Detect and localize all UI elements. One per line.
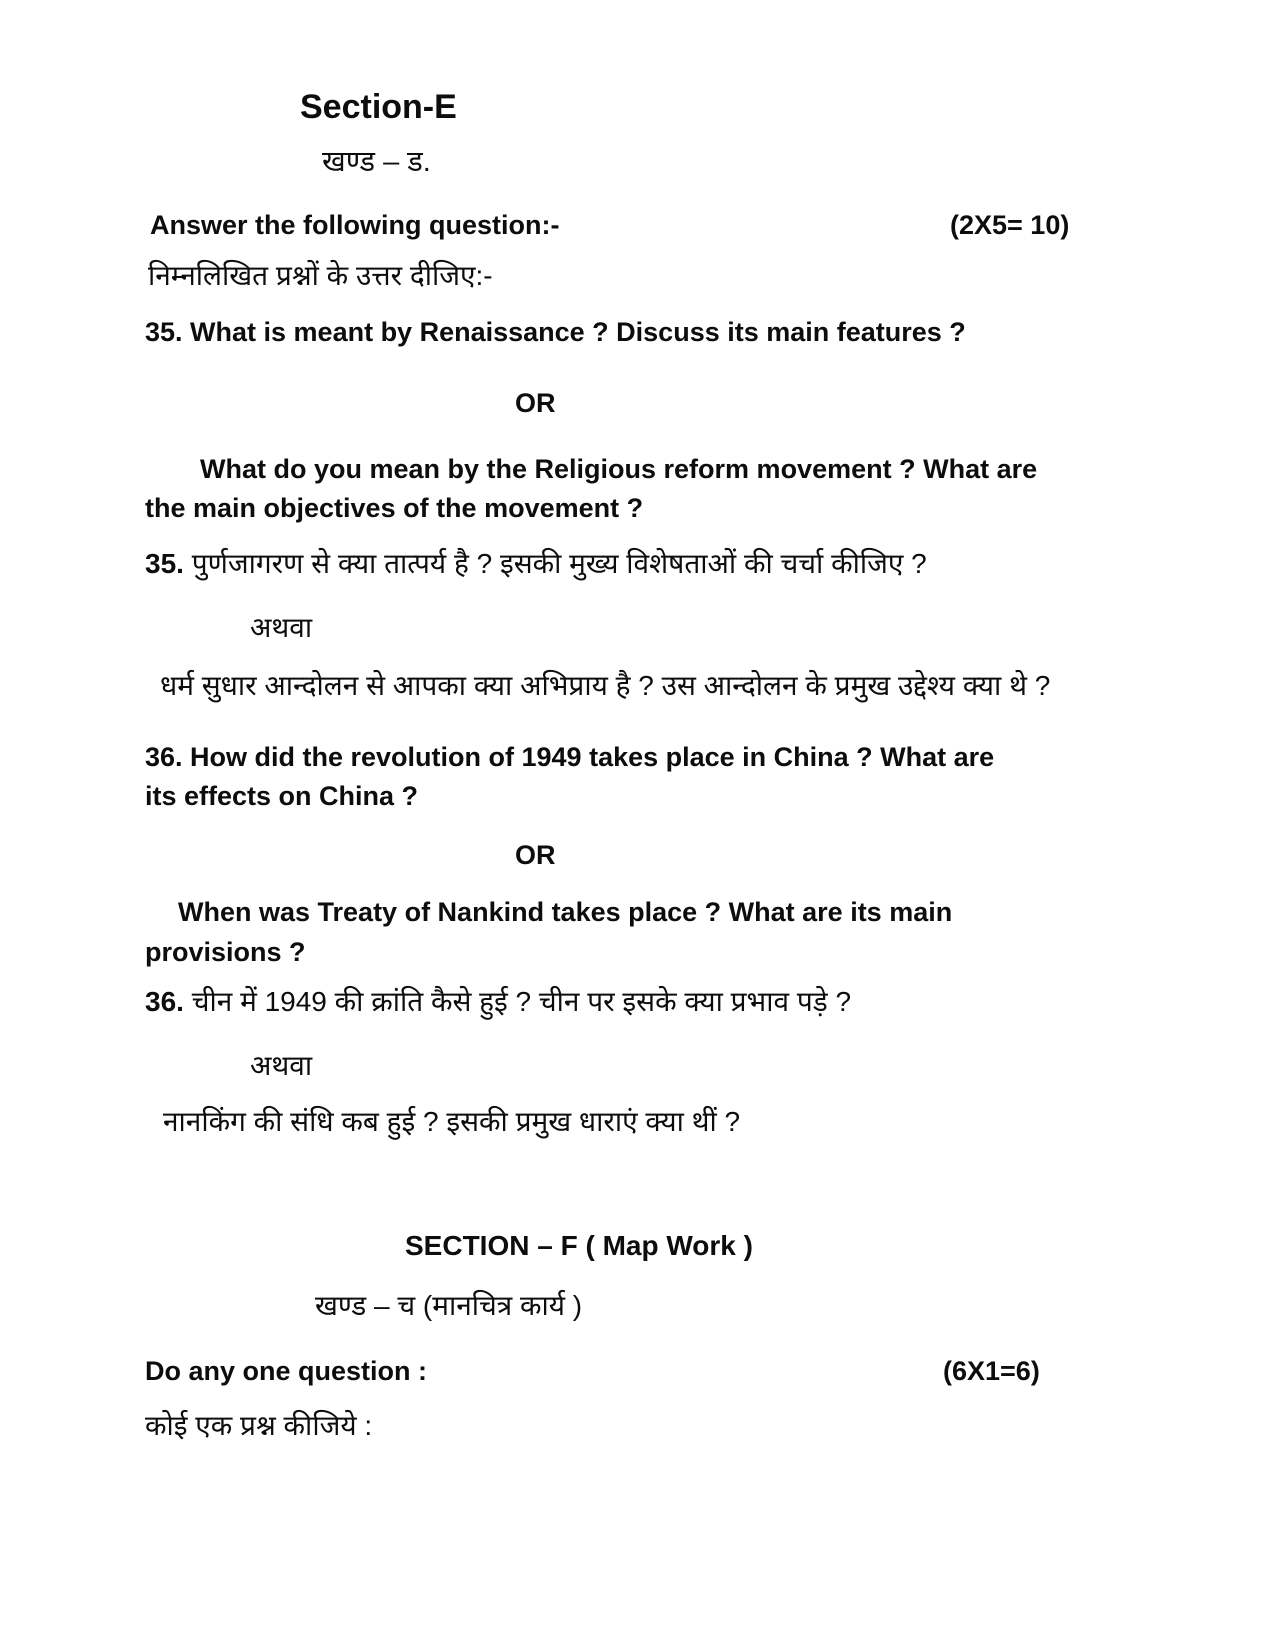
athva-separator-1: अथवा xyxy=(250,612,313,643)
section-e-marks: (2X5= 10) xyxy=(950,210,1070,240)
section-e-instruction: Answer the following question:- xyxy=(150,210,560,240)
or-separator-2: OR xyxy=(515,840,556,870)
question-35-hindi-text: पुर्णजागरण से क्या तात्पर्य है ? इसकी मुख्य विशेषताओं की चर्चा कीजिए ? xyxy=(191,548,927,579)
section-f-title: SECTION – F ( Map Work ) xyxy=(405,1230,753,1261)
section-e-title: Section-E xyxy=(300,88,457,126)
section-f-title-hindi: खण्ड – च (मानचित्र कार्य ) xyxy=(315,1290,583,1321)
question-36-english: 36. How did the revolution of 1949 takes place in China ? What are its effects on China ? xyxy=(145,742,995,811)
question-35-english: 35. What is meant by Renaissance ? Discuss its main features ? xyxy=(145,317,966,347)
question-35-hindi xyxy=(145,548,927,580)
section-f-instruction-hindi: कोई एक प्रश्न कीजिये : xyxy=(145,1410,373,1441)
section-e-instruction-hindi: निम्नलिखित प्रश्नों के उत्तर दीजिए:- xyxy=(148,260,493,291)
athva-separator-2: अथवा xyxy=(250,1050,313,1081)
or-separator-1: OR xyxy=(515,388,556,418)
section-f-instruction: Do any one question : xyxy=(145,1356,428,1386)
question-35-or-english: What do you mean by the Religious reform movement ? What are the main objectives of the movement ? xyxy=(145,454,1038,523)
question-36-hindi xyxy=(145,986,851,1018)
question-35-or-hindi: धर्म सुधार आन्दोलन से आपका क्या अभिप्राय है ? उस आन्दोलन के प्रमुख उद्देश्य क्या थे ? xyxy=(160,670,1051,701)
question-36-or-english: When was Treaty of Nankind takes place ? What are its main provisions ? xyxy=(145,897,953,967)
question-35-hindi-number: 35. xyxy=(145,548,184,579)
section-e-title-hindi: खण्ड – ड. xyxy=(322,146,431,178)
section-f-marks: (6X1=6) xyxy=(943,1356,1040,1386)
question-36-hindi-number: 36. xyxy=(145,986,184,1017)
question-36-or-hindi: नानकिंग की संधि कब हुई ? इसकी प्रमुख धाराएं क्या थीं ? xyxy=(163,1106,741,1137)
question-36-hindi-text: चीन में 1949 की क्रांति कैसे हुई ? चीन पर इसके क्या प्रभाव पड़े ? xyxy=(191,986,852,1017)
